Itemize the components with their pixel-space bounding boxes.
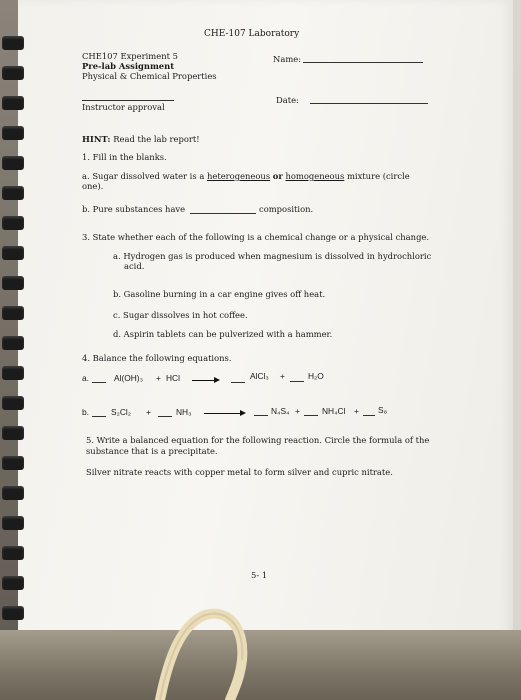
fabric-strap	[150, 590, 270, 700]
hint-text: Read the lab report!	[113, 134, 200, 144]
binding-coil	[2, 36, 24, 50]
date-line[interactable]	[310, 103, 428, 104]
name-label: Name:	[273, 54, 302, 64]
eq-b-blank-5[interactable]	[363, 415, 375, 416]
question-3a-line1: a. Hydrogen gas is produced when magnesium is dissolved in hydrochloric	[113, 251, 432, 261]
binding-coil	[2, 336, 24, 350]
eq-a-plus-2: +	[280, 371, 285, 381]
eq-b-plus-1: +	[146, 407, 151, 417]
eq-b-plus-2: +	[295, 406, 300, 416]
binding-coil	[2, 216, 24, 230]
name-line[interactable]	[303, 62, 423, 63]
eq-a-arrow	[192, 380, 218, 381]
question-5-line2: substance that is a precipitate.	[86, 446, 218, 456]
eq-b-blank-4[interactable]	[304, 415, 318, 416]
eq-a-product-1: AlCl₃	[250, 371, 269, 381]
question-5-reaction: Silver nitrate reacts with copper metal to form silver and cupric nitrate.	[86, 467, 393, 477]
eq-b-product-1: N₄S₄	[271, 406, 290, 416]
q1b-blank[interactable]	[190, 213, 256, 214]
binding-coil	[2, 246, 24, 260]
binding-coil	[2, 576, 24, 590]
eq-a-product-2: H₂O	[308, 371, 324, 381]
eq-a-blank-3[interactable]	[290, 381, 304, 382]
eq-a-plus-1: +	[156, 373, 161, 383]
question-1a	[82, 172, 410, 182]
assignment-label: Pre-lab Assignment	[82, 61, 175, 71]
q1a-option-heterogeneous[interactable]: heterogeneous	[207, 171, 271, 181]
page-number: 5- 1	[251, 570, 268, 580]
eq-b-arrow	[204, 413, 244, 414]
eq-b-reactant-1: S₂Cl₂	[111, 407, 131, 417]
page-stack-edge	[513, 0, 521, 700]
question-3c: c. Sugar dissolves in hot coffee.	[113, 310, 248, 320]
question-1-title: 1. Fill in the blanks.	[82, 152, 167, 162]
eq-a-blank-2[interactable]	[231, 382, 245, 383]
question-3d: d. Aspirin tablets can be pulverized with a hammer.	[113, 329, 333, 339]
worksheet-page	[18, 0, 513, 640]
eq-b-blank-1[interactable]	[92, 416, 106, 417]
eq-b-product-2: NH₄Cl	[322, 406, 346, 416]
approval-label: Instructor approval	[82, 102, 165, 112]
eq-b-product-3: S₈	[378, 405, 388, 415]
eq-a-reactant-2: HCl	[166, 373, 180, 383]
eq-b-label: b.	[82, 407, 89, 417]
binding-coil	[2, 156, 24, 170]
binding-coil	[2, 606, 24, 620]
q1a-or: or	[272, 171, 283, 181]
eq-b-reactant-2: NH₃	[176, 407, 192, 417]
hint	[82, 135, 200, 145]
eq-b-plus-3: +	[354, 406, 359, 416]
binding-coil	[2, 366, 24, 380]
q1a-prefix: a. Sugar dissolved water is a	[82, 171, 205, 181]
question-1b-suffix: composition.	[259, 204, 314, 214]
binding-coil	[2, 126, 24, 140]
binding-coil	[2, 456, 24, 470]
eq-b-blank-2[interactable]	[158, 416, 172, 417]
binding-coil	[2, 276, 24, 290]
binding-coil	[2, 516, 24, 530]
question-3-title: 3. State whether each of the following is a chemical change or a physical change.	[82, 232, 430, 242]
binding-coil	[2, 426, 24, 440]
q1a-suffix: mixture (circle	[346, 171, 410, 181]
binding-coil	[2, 96, 24, 110]
question-1a-line2: one).	[82, 181, 104, 191]
page-title: CHE-107 Laboratory	[204, 29, 300, 39]
binding-coil	[2, 546, 24, 560]
date-label: Date:	[276, 95, 299, 105]
binding-coil	[2, 486, 24, 500]
eq-a-label: a.	[82, 373, 89, 383]
binding-coil	[2, 186, 24, 200]
experiment-label: CHE107 Experiment 5	[82, 51, 178, 61]
binding-coil	[2, 306, 24, 320]
q1a-option-homogeneous[interactable]: homogeneous	[285, 171, 345, 181]
hint-label: HINT:	[82, 134, 111, 144]
approval-line[interactable]	[82, 100, 174, 101]
question-3b: b. Gasoline burning in a car engine gives off heat.	[113, 289, 326, 299]
eq-b-blank-3[interactable]	[254, 415, 268, 416]
binding-coil	[2, 396, 24, 410]
subject-label: Physical & Chemical Properties	[82, 71, 217, 81]
eq-a-blank-1[interactable]	[92, 382, 106, 383]
question-5-line1: 5. Write a balanced equation for the following reaction. Circle the formula of the	[86, 435, 430, 445]
question-1b-prefix: b. Pure substances have	[82, 204, 186, 214]
question-3a-line2: acid.	[124, 261, 145, 271]
question-4-title: 4. Balance the following equations.	[82, 353, 232, 363]
binding-coil	[2, 66, 24, 80]
eq-a-reactant-1: Al(OH)₃	[114, 373, 143, 383]
